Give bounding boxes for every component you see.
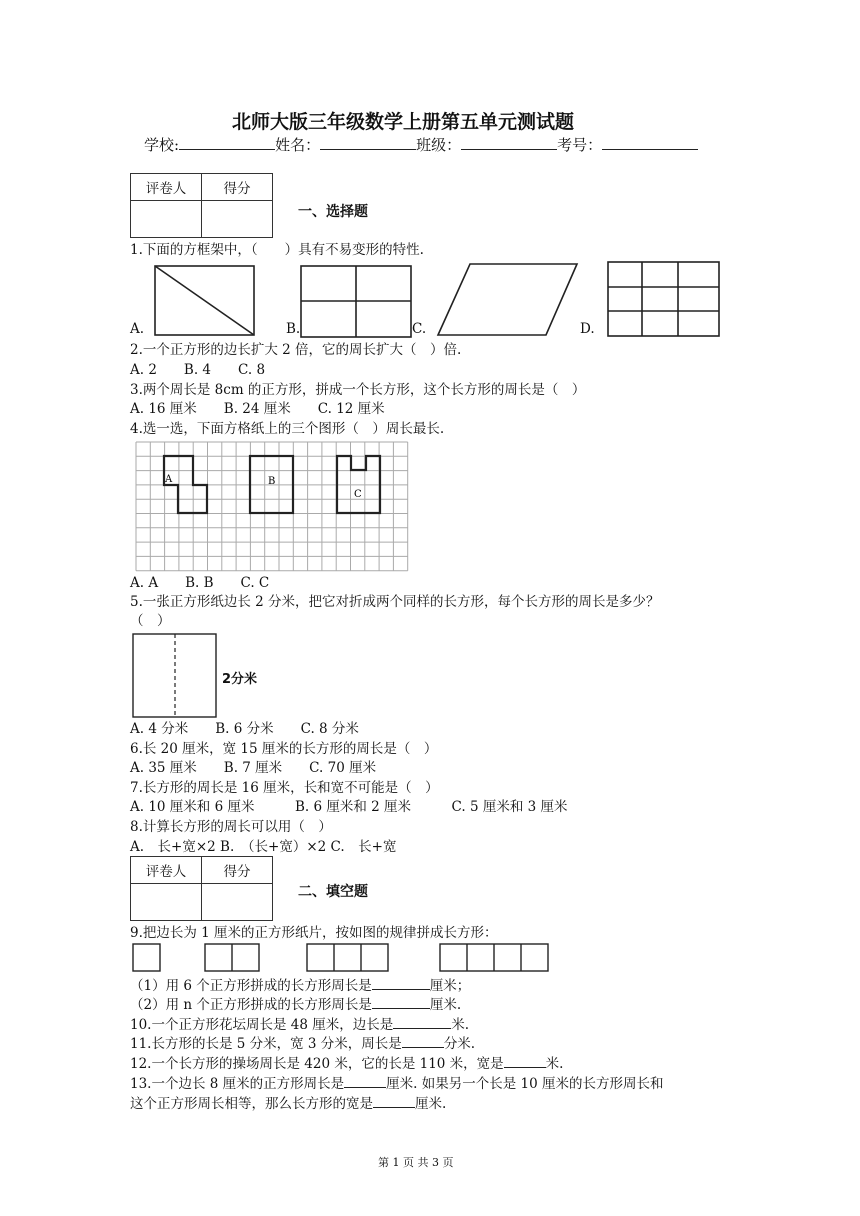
question-3: 3.两个周长是 8cm 的正方形，拼成一个长方形，这个长方形的周长是（ ） xyxy=(130,382,586,398)
section-heading-choice: 一、选择题 xyxy=(298,204,368,220)
question-4: 4.选一选，下面方格纸上的三个图形（ ）周长最长. xyxy=(130,421,445,437)
q1-option-b[interactable]: B. xyxy=(286,321,301,337)
question-1: 1.下面的方框架中，（ ）具有不易变形的特性. xyxy=(130,242,424,258)
question-2: 2.一个正方形的边长扩大 2 倍，它的周长扩大（ ）倍. xyxy=(130,342,462,358)
page-title: 北师大版三年级数学上册第五单元测试题 xyxy=(232,111,575,133)
school-label: 学校: xyxy=(144,136,180,154)
q5-bracket: （ ） xyxy=(130,613,171,629)
section-heading-fill: 二、填空题 xyxy=(298,884,368,900)
q9-answer-1[interactable] xyxy=(372,975,430,990)
q13-answer-1[interactable] xyxy=(344,1073,386,1088)
question-13-line-2: 这个正方形周长相等，那么长方形的宽是 厘米. xyxy=(130,1093,446,1113)
q1-option-d[interactable]: D. xyxy=(580,321,595,337)
question-7: 7.长方形的周长是 16 厘米，长和宽不可能是（ ） xyxy=(130,780,439,796)
shape-b-label: B xyxy=(268,476,276,487)
q9-part-1: （1）用 6 个正方形拼成的长方形周长是 厘米； xyxy=(130,975,470,995)
question-8: 8.计算长方形的周长可以用（ ） xyxy=(130,819,332,835)
score-label: 得分 xyxy=(202,174,273,201)
grader-label: 评卷人 xyxy=(131,174,202,201)
q1-option-a[interactable]: A. xyxy=(130,321,145,337)
shape-c-label: C xyxy=(354,489,362,500)
q7-options[interactable]: A. 10 厘米和 6 厘米 B. 6 厘米和 2 厘米 C. 5 厘米和 3 厘米 xyxy=(130,799,568,815)
q6-options[interactable]: A. 35 厘米 B. 7 厘米 C. 70 厘米 xyxy=(130,760,377,776)
q12-answer[interactable] xyxy=(504,1053,546,1068)
question-5: 5.一张正方形纸边长 2 分米，把它对折成两个同样的长方形，每个长方形的周长是多少？ xyxy=(130,594,660,610)
q1-option-c[interactable]: C. xyxy=(412,321,427,337)
q9-answer-2[interactable] xyxy=(372,994,430,1009)
q11-answer[interactable] xyxy=(402,1033,444,1048)
question-9: 9.把边长为 1 厘米的正方形纸片，按如图的规律拼成长方形： xyxy=(130,925,498,941)
number-label: 考号： xyxy=(557,136,603,154)
q8-options[interactable]: A. 长+宽×2 B. （长+宽）×2 C. 长+宽 xyxy=(130,839,397,855)
score-label: 得分 xyxy=(202,857,273,884)
q3-options[interactable]: A. 16 厘米 B. 24 厘米 C. 12 厘米 xyxy=(130,401,385,417)
name-label: 姓名： xyxy=(275,136,321,154)
q4-options[interactable]: A. A B. B C. C xyxy=(130,575,270,591)
q10-answer[interactable] xyxy=(393,1014,451,1029)
question-10: 10.一个正方形花坛周长是 48 厘米，边长是 米. xyxy=(130,1014,469,1034)
question-6: 6.长 20 厘米，宽 15 厘米的长方形的周长是（ ） xyxy=(130,741,438,757)
shape-a-label: A xyxy=(165,474,173,485)
question-13: 13.一个边长 8 厘米的正方形周长是 厘米. 如果另一个长是 10 厘米的长方形周长和 xyxy=(130,1073,664,1093)
question-11: 11.长方形的长是 5 分米，宽 3 分米，周长是 分米. xyxy=(130,1033,475,1053)
q9-part-2: （2）用 n 个正方形拼成的长方形周长是 厘米. xyxy=(130,994,461,1014)
question-12: 12.一个长方形的操场周长是 420 米，它的长是 110 米，宽是 米. xyxy=(130,1053,563,1073)
q5-figure-label: 2分米 xyxy=(222,672,258,687)
q2-options[interactable]: A. 2 B. 4 C. 8 xyxy=(130,362,266,378)
class-label: 班级： xyxy=(416,136,462,154)
page-footer: 第 1 页 共 3 页 xyxy=(378,1156,454,1169)
q5-options[interactable]: A. 4 分米 B. 6 分米 C. 8 分米 xyxy=(130,721,359,737)
q13-answer-2[interactable] xyxy=(373,1093,415,1108)
grader-label: 评卷人 xyxy=(131,857,202,884)
